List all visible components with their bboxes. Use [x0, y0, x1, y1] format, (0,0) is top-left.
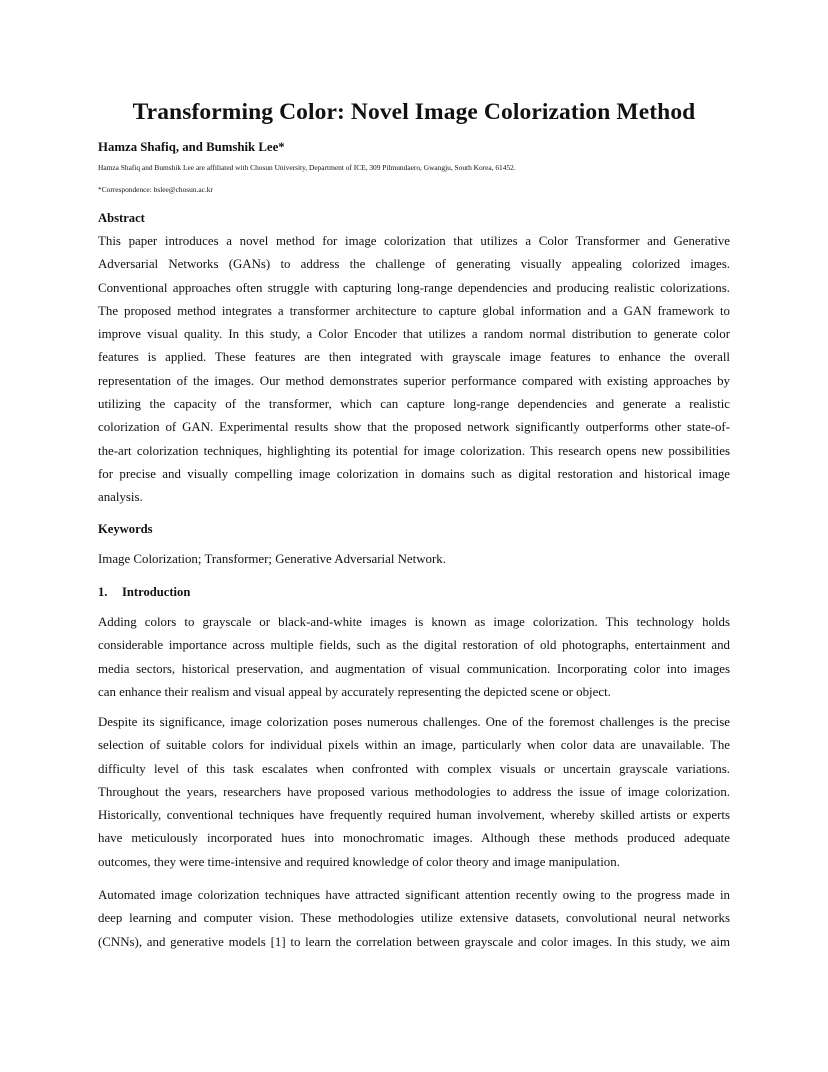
- intro-line: (CNNs), and generative models [1] to learn the correlation between grayscale and color images. In this study, we aim: [98, 934, 730, 949]
- abstract-line: representation of the images. Our method demonstrates superior performance compared with existing approaches by: [98, 373, 730, 388]
- author-list: Hamza Shafiq, and Bumshik Lee*: [98, 140, 285, 154]
- abstract-line: improve visual quality. In this study, a Color Encoder that utilizes a random normal distribution to generate color: [98, 327, 730, 342]
- intro-line: Adding colors to grayscale or black-and-white images is known as image colorization. This technology holds: [98, 615, 730, 629]
- abstract-line: colorization of GAN. Experimental results show that the proposed network significantly outperforms other state-of-: [98, 420, 730, 435]
- keywords-heading: Keywords: [98, 522, 153, 536]
- abstract-line: This paper introduces a novel method for image colorization that utilizes a Color Transformer and Generative: [98, 234, 730, 248]
- paper-title: Transforming Color: Novel Image Colorization Method: [132, 99, 696, 125]
- affiliation: Hamza Shafiq and Bumshik Lee are affiliated with Chosun University, Department of ICE, 309 Pilmundaero, Gwangju, South Korea, 61452.: [98, 163, 516, 172]
- intro-line: selection of suitable colors for individual pixels within an image, particularly when color data are unavailable. The: [98, 738, 730, 753]
- abstract-line: Adversarial Networks (GANs) to address the challenge of generating visually appealing colorized images.: [98, 257, 730, 272]
- intro-line: have meticulously incorporated hues into monochromatic images. Although these methods produced adequate: [98, 831, 730, 846]
- intro-line: outcomes, they were time-intensive and required knowledge of color theory and image manipulation.: [98, 854, 620, 869]
- intro-paragraph-1: [98, 611, 730, 704]
- keywords-body: [98, 548, 730, 571]
- section-title: Introduction: [122, 585, 191, 599]
- abstract-line: utilizing the capacity of the transformer, which can capture long-range dependencies and generate a realistic: [98, 397, 730, 412]
- abstract-heading: Abstract: [98, 211, 145, 225]
- abstract-line: The proposed method integrates a transformer architecture to capture global information and a GAN framework to: [98, 303, 730, 318]
- intro-paragraph-3: [98, 884, 730, 954]
- intro-line: Despite its significance, image colorization poses numerous challenges. One of the foremost challenges is the precise: [98, 715, 730, 729]
- section-number: 1.: [98, 585, 108, 599]
- intro-line: media sectors, historical preservation, and augmentation of visual communication. Incorporating color into images: [98, 661, 730, 676]
- abstract-line: analysis.: [98, 490, 143, 505]
- abstract-line: the-art colorization techniques, highlighting its potential for image colorization. This research opens new possibilities: [98, 443, 730, 458]
- intro-line: can enhance their realism and visual appeal by accurately representing the depicted scene or object.: [98, 684, 611, 699]
- abstract-line: features is applied. These features are then integrated with grayscale image features to enhance the overall: [98, 350, 730, 365]
- intro-line: deep learning and computer vision. These methodologies utilize extensive datasets, convolutional neural networks: [98, 911, 730, 926]
- intro-line: Historically, conventional techniques have frequently required human involvement, whereby skilled artists or experts: [98, 808, 730, 823]
- intro-line: Automated image colorization techniques have attracted significant attention recently owing to the progress made in: [98, 888, 730, 902]
- abstract-line: Conventional approaches often struggle with capturing long-range dependencies and producing realistic colorizations.: [98, 280, 730, 295]
- intro-line: considerable importance across multiple fields, such as the digital restoration of old photographs, entertainment and: [98, 638, 730, 653]
- intro-line: difficulty level of this task escalates when confronted with complex visuals or uncertain grayscale variations.: [98, 761, 730, 776]
- abstract-line: for precise and visually compelling image colorization in domains such as digital restoration and historical image: [98, 466, 730, 481]
- intro-paragraph-2: [98, 711, 730, 874]
- abstract-body: [98, 230, 730, 510]
- intro-line: Throughout the years, researchers have proposed various methodologies to address the issue of image colorization.: [98, 784, 730, 799]
- correspondence: *Correspondence: bslee@chosun.ac.kr: [98, 185, 213, 194]
- introduction-heading: [98, 583, 190, 601]
- keywords-text: Image Colorization; Transformer; Generative Adversarial Network.: [98, 552, 446, 566]
